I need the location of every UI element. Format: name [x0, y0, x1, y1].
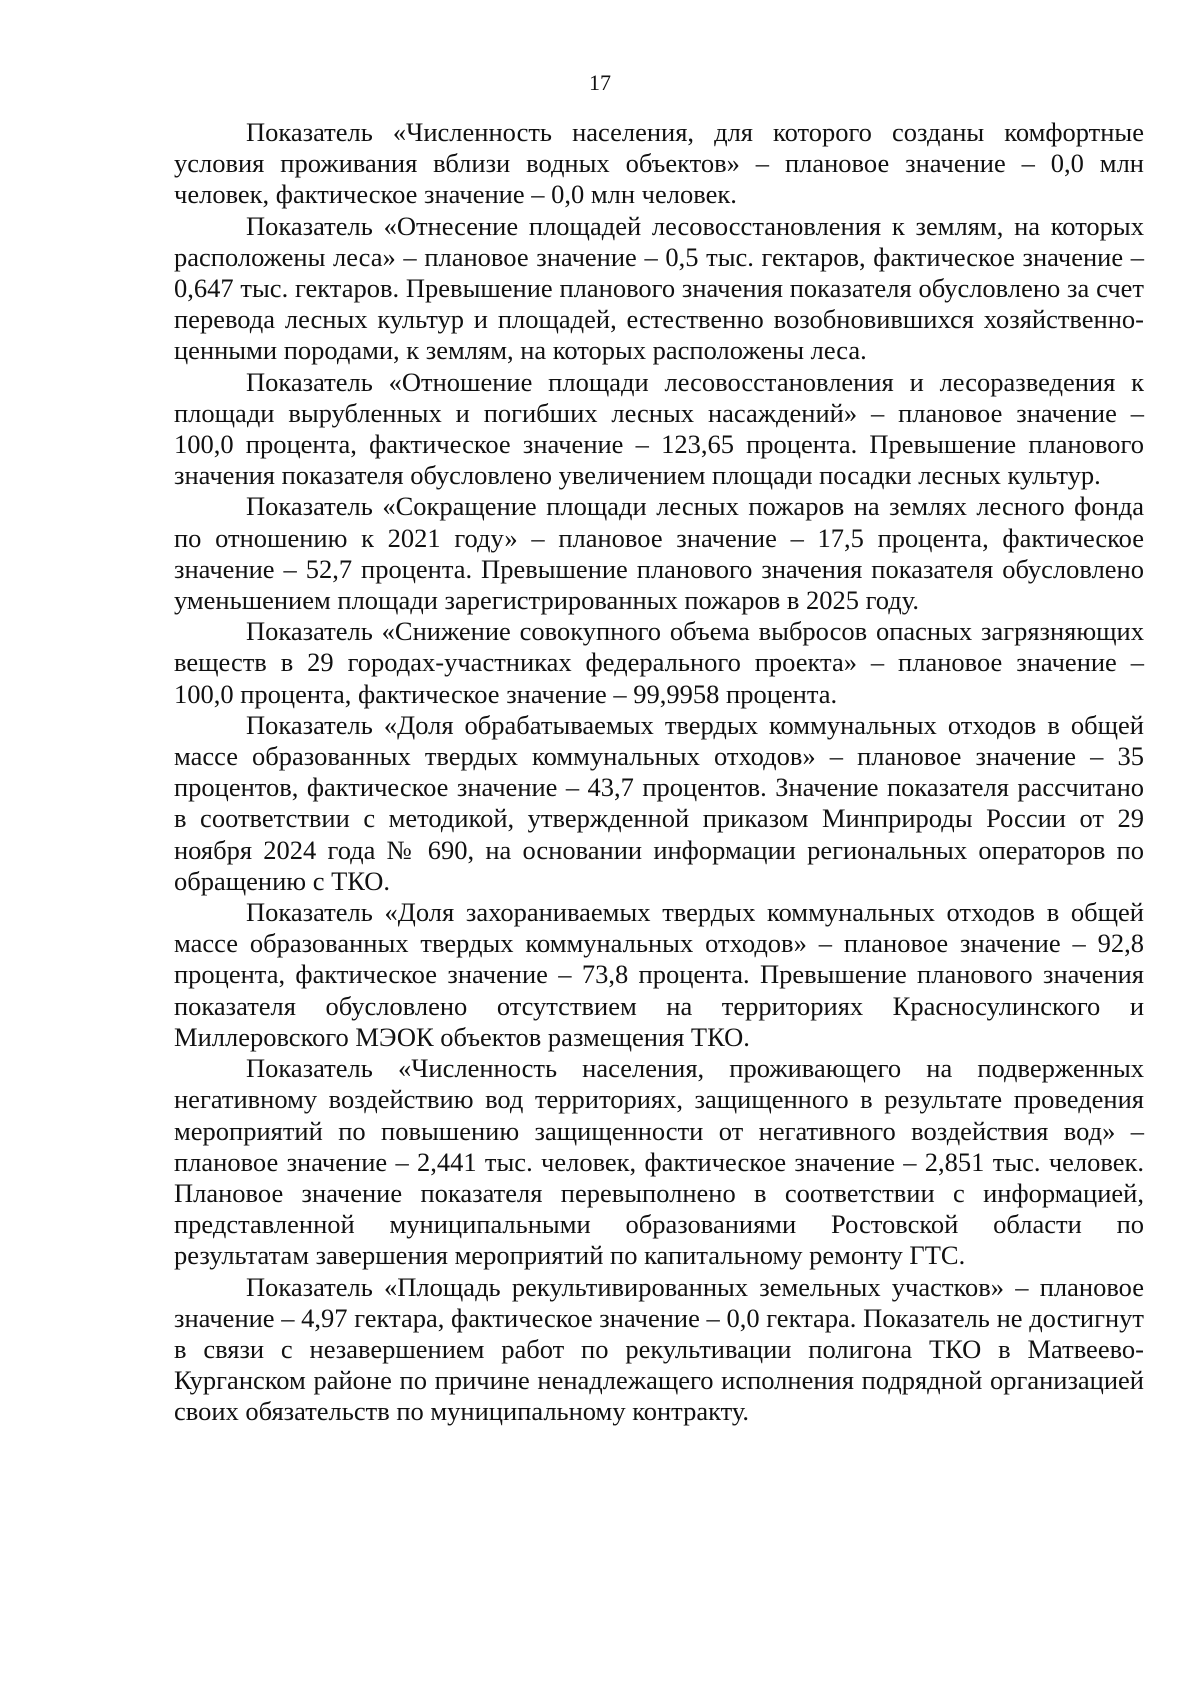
- paragraph-landfilled-waste-share: Показатель «Доля захораниваемых твердых коммунальных отходов в общей массе образованных твердых коммунальных отходов» – плановое значение – 92,8 процента, фактическое значение – 73,8 процента. Превышение планового значения показателя обусловлено отсутствием на территориях Красносулинского и Миллеровского МЭОК объектов размещения ТКО.: [174, 897, 1144, 1052]
- body-text: [174, 117, 1144, 1428]
- paragraph-processed-waste-share: Показатель «Доля обрабатываемых твердых коммунальных отходов в общей массе образованных твердых коммунальных отходов» – плановое значение – 35 процентов, фактическое значение – 43,7 процентов. Значение показателя рассчитано в соответствии с методикой, утвержденной приказом Минприроды России от 29 ноября 2024 года № 690, на основании информации региональных операторов по обращению с ТКО.: [174, 709, 1144, 896]
- paragraph-reforestation-land-assignment: Показатель «Отнесение площадей лесовосстановления к землям, на которых расположены леса» – плановое значение – 0,5 тыс. гектаров, фактическое значение – 0,647 тыс. гектаров. Превышение планового значения показателя обусловлено за счет перевода лесных культур и площадей, естественно возобновившихся хозяйственно-ценными породами, к землям, на которых расположены леса.: [174, 210, 1144, 366]
- paragraph-emissions-reduction: Показатель «Снижение совокупного объема выбросов опасных загрязняющих веществ в 29 городах-участниках федерального проекта» – плановое значение – 100,0 процента, фактическое значение – 99,9958 процента.: [174, 616, 1144, 709]
- paragraph-comfortable-living-conditions: Показатель «Численность населения, для которого созданы комфортные условия проживания вблизи водных объектов» – плановое значение – 0,0 млн человек, фактическое значение – 0,0 млн человек.: [174, 117, 1144, 210]
- paragraph-land-recultivation: Показатель «Площадь рекультивированных земельных участков» – плановое значение – 4,97 гектара, фактическое значение – 0,0 гектара. Показатель не достигнут в связи с незавершением работ по рекультивации полигона ТКО в Матвеево-Курганском районе по причине ненадлежащего исполнения подрядной организацией своих обязательств по муниципальному контракту.: [174, 1271, 1144, 1427]
- paragraph-forest-fire-reduction: Показатель «Сокращение площади лесных пожаров на землях лесного фонда по отношению к 2021 году» – плановое значение – 17,5 процента, фактическое значение – 52,7 процента. Превышение планового значения показателя обусловлено уменьшением площади зарегистрированных пожаров в 2025 году.: [174, 491, 1144, 616]
- paragraph-reforestation-ratio: Показатель «Отношение площади лесовосстановления и лесоразведения к площади вырубленных и погибших лесных насаждений» – плановое значение – 100,0 процента, фактическое значение – 123,65 процента. Превышение планового значения показателя обусловлено увеличением площади посадки лесных культур.: [174, 366, 1144, 491]
- paragraph-flood-protection-population: Показатель «Численность населения, проживающего на подверженных негативному воздействию вод территориях, защищенного в результате проведения мероприятий по повышению защищенности от негативного воздействия вод» – плановое значение – 2,441 тыс. человек, фактическое значение – 2,851 тыс. человек. Плановое значение показателя перевыполнено в соответствии с информацией, представленной муниципальными образованиями Ростовской области по результатам завершения мероприятий по капитальному ремонту ГТС.: [174, 1053, 1144, 1271]
- page-number: 17: [589, 70, 611, 95]
